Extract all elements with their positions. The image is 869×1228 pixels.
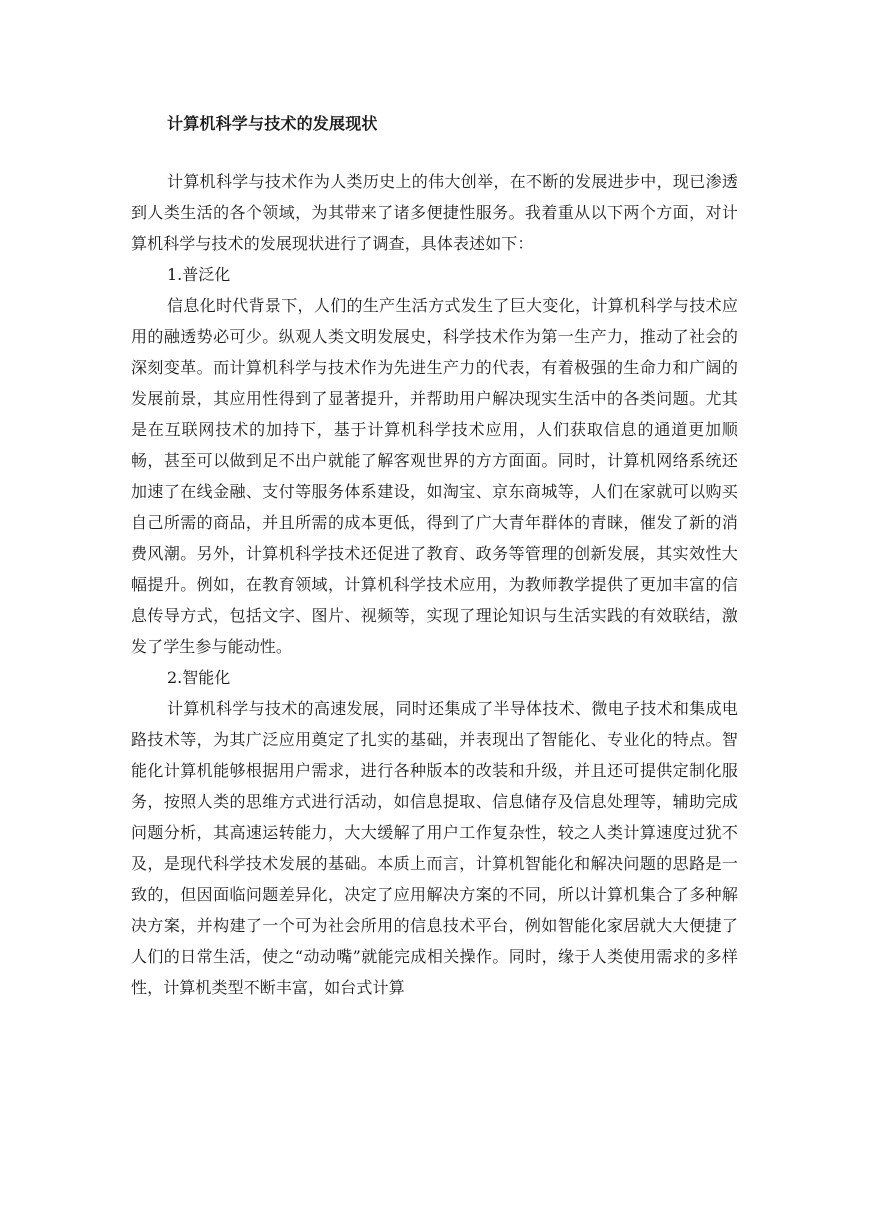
intro-paragraph: 计算机科学与技术作为人类历史上的伟大创举，在不断的发展进步中，现已渗透到人类生活的各个领域，为其带来了诸多便捷性服务。我着重从以下两个方面，对计算机科学与技术的发展现状进行了调查，具体表述如下： bbox=[131, 172, 738, 253]
section-2-paragraph: 计算机科学与技术的高速发展，同时还集成了半导体技术、微电子技术和集成电路技术等，为其广泛应用奠定了扎实的基础，并表现出了智能化、专业化的特点。智能化计算机能够根据用户需求，进行各种版本的改装和升级，并且还可提供定制化服务，按照人类的思维方式进行活动，如信息提取、信息储存及信息处理等，辅助完成问题分析，其高速运转能力，大大缓解了用户工作复杂性，较之人类计算速度过犹不及，是现代科学技术发展的基础。本质上而言，计算机智能化和解决问题的思路是一致的，但因面临问题差异化，决定了应用解决方案的不同，所以计算机集合了多种解决方案，并构建了一个可为社会所用的信息技术平台，例如智能化家居就大大便捷了人们的日常生活，使之“动动嘴”就能完成相关操作。同时，缘于人类使用需求的多样性，计算机类型不断丰富，如台式计算 bbox=[131, 699, 738, 997]
document-body bbox=[131, 166, 738, 1003]
section-heading-2: 2.智能化 bbox=[167, 668, 231, 687]
document-title: 计算机科学与技术的发展现状 bbox=[167, 114, 378, 133]
document-page bbox=[131, 112, 738, 1003]
section-1-paragraph: 信息化时代背景下，人们的生产生活方式发生了巨大变化，计算机科学与技术应用的融透势必可少。纵观人类文明发展史，科学技术作为第一生产力，推动了社会的深刻变革。而计算机科学与技术作为先进生产力的代表，有着极强的生命力和广阔的发展前景，其应用性得到了显著提升，并帮助用户解决现实生活中的各类问题。尤其是在互联网技术的加持下，基于计算机科学技术应用，人们获取信息的通道更加顺畅，甚至可以做到足不出户就能了解客观世界的方方面面。同时，计算机网络系统还加速了在线金融、支付等服务体系建设，如淘宝、京东商城等，人们在家就可以购买自己所需的商品，并且所需的成本更低，得到了广大青年群体的青睐，催发了新的消费风潮。另外，计算机科学技术还促进了教育、政务等管理的创新发展，其实效性大幅提升。例如，在教育领域，计算机科学技术应用，为教师教学提供了更加丰富的信息传导方式，包括文字、图片、视频等，实现了理论知识与生活实践的有效联结，激发了学生参与能动性。 bbox=[131, 296, 738, 656]
section-heading-1: 1.普泛化 bbox=[167, 265, 231, 284]
